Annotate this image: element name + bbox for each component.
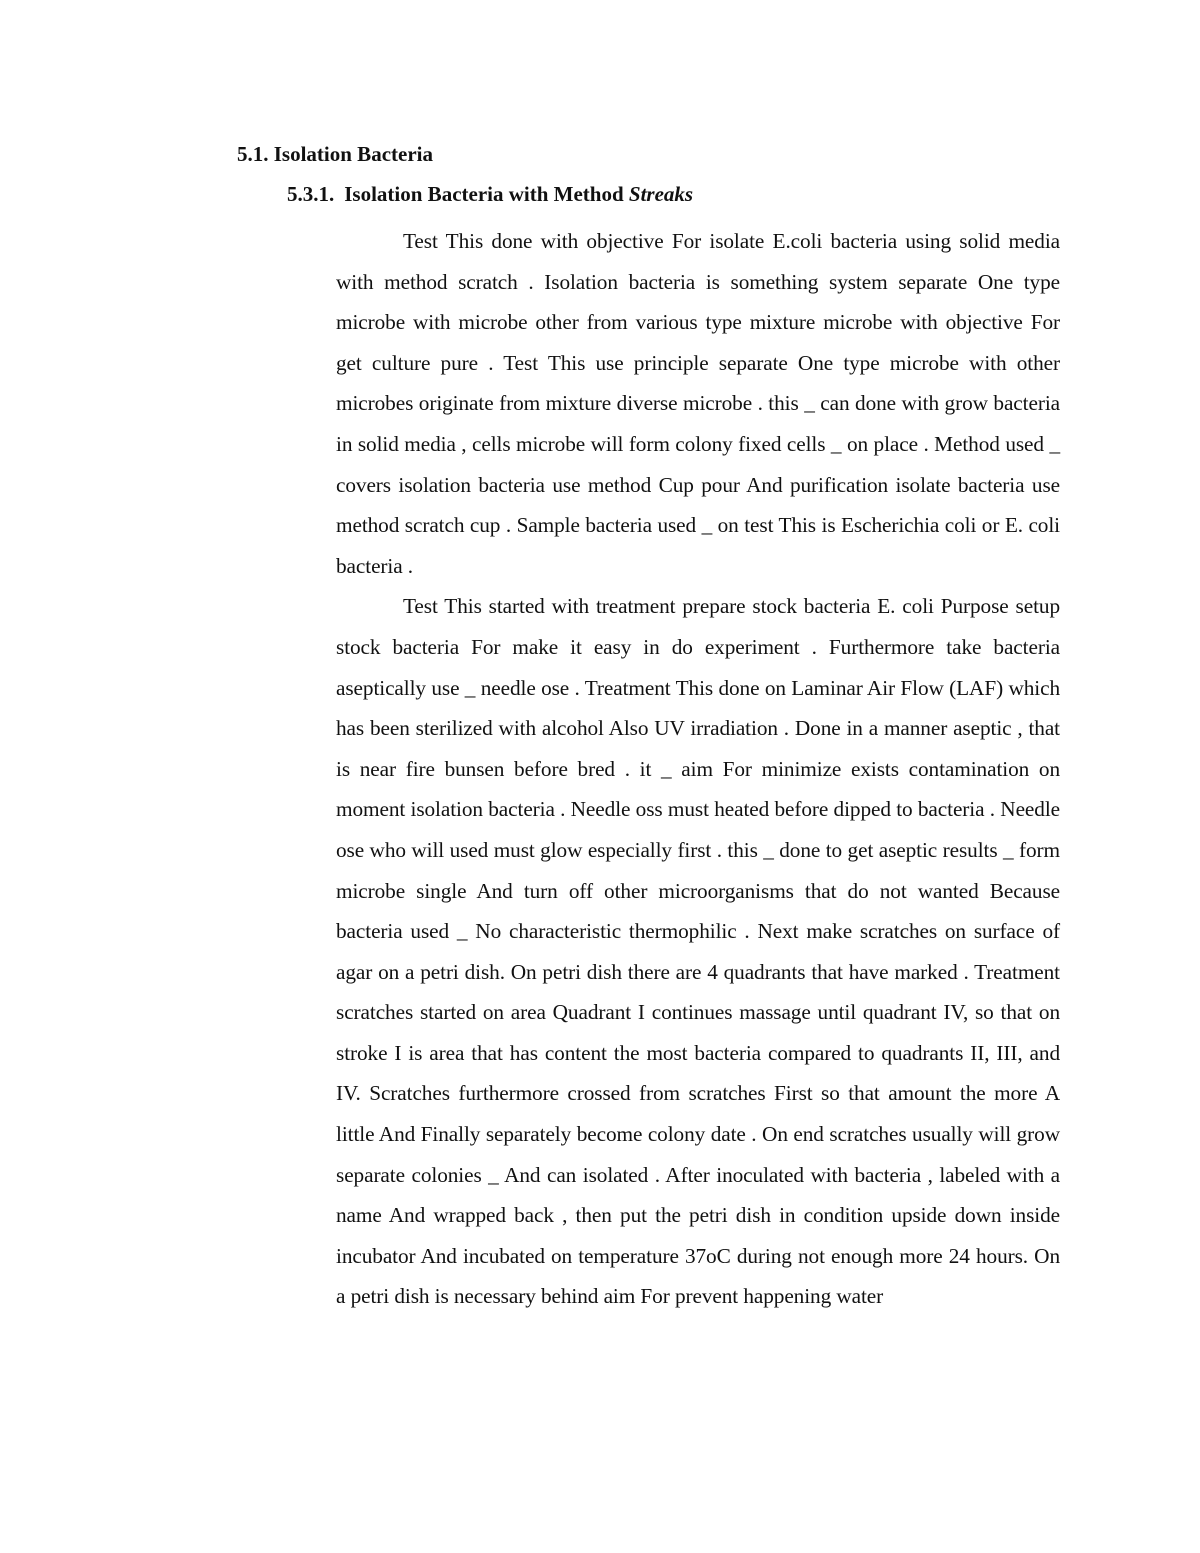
- paragraph-2: Test This started with treatment prepare stock bacteria E. coli Purpose setup stock bacteria For make it easy in do experiment . Furthermore take bacteria aseptically use _ needle ose . Treatment This done on Laminar Air Flow (LAF) which has been sterilized with alcohol Also UV irradiation . Done in a manner aseptic , that is near fire bunsen before bred . it _ aim For minimize exists contamination on moment isolation bacteria . Needle oss must heated before dipped to bacteria . Needle ose who will used must glow especially first . this _ done to get aseptic results _ form microbe single And turn off other microorganisms that do not wanted Because bacteria used _ No characteristic thermophilic . Next make scratches on surface of agar on a petri dish. On petri dish there are 4 quadrants that have marked . Treatment scratches started on area Quadrant I continues massage until quadrant IV, so that on stroke I is area that has content the most bacteria compared to quadrants II, III, and IV. Scratches furthermore crossed from scratches First so that amount the more A little And Finally separately become colony date . On end scratches usually will grow separate colonies _ And can isolated . After inoculated with bacteria , labeled with a name And wrapped back , then put the petri dish in condition upside down inside incubator And incubated on temperature 37oC during not enough more 24 hours. On a petri dish is necessary behind aim For prevent happening water: [336, 594, 1060, 1309]
- section-heading: 5.1. Isolation Bacteria: [237, 142, 433, 166]
- body-text: [336, 221, 1060, 1317]
- subsection-title-emphasis: Streaks: [628, 182, 694, 206]
- subsection-number: 5.3.1.: [287, 182, 335, 206]
- subsection-heading: [287, 182, 693, 207]
- paragraph-1: Test This done with objective For isolate E.coli bacteria using solid media with method scratch . Isolation bacteria is something system separate One type microbe with microbe other from various type mixture microbe with objective For get culture pure . Test This use principle separate One type microbe with other microbes originate from mixture diverse microbe . this _ can done with grow bacteria in solid media , cells microbe will form colony fixed cells _ on place . Method used _ covers isolation bacteria use method Cup pour And purification isolate bacteria use method scratch cup . Sample bacteria used _ on test This is Escherichia coli or E. coli bacteria .: [336, 229, 1060, 578]
- subsection-title: Isolation Bacteria with Method: [344, 182, 624, 206]
